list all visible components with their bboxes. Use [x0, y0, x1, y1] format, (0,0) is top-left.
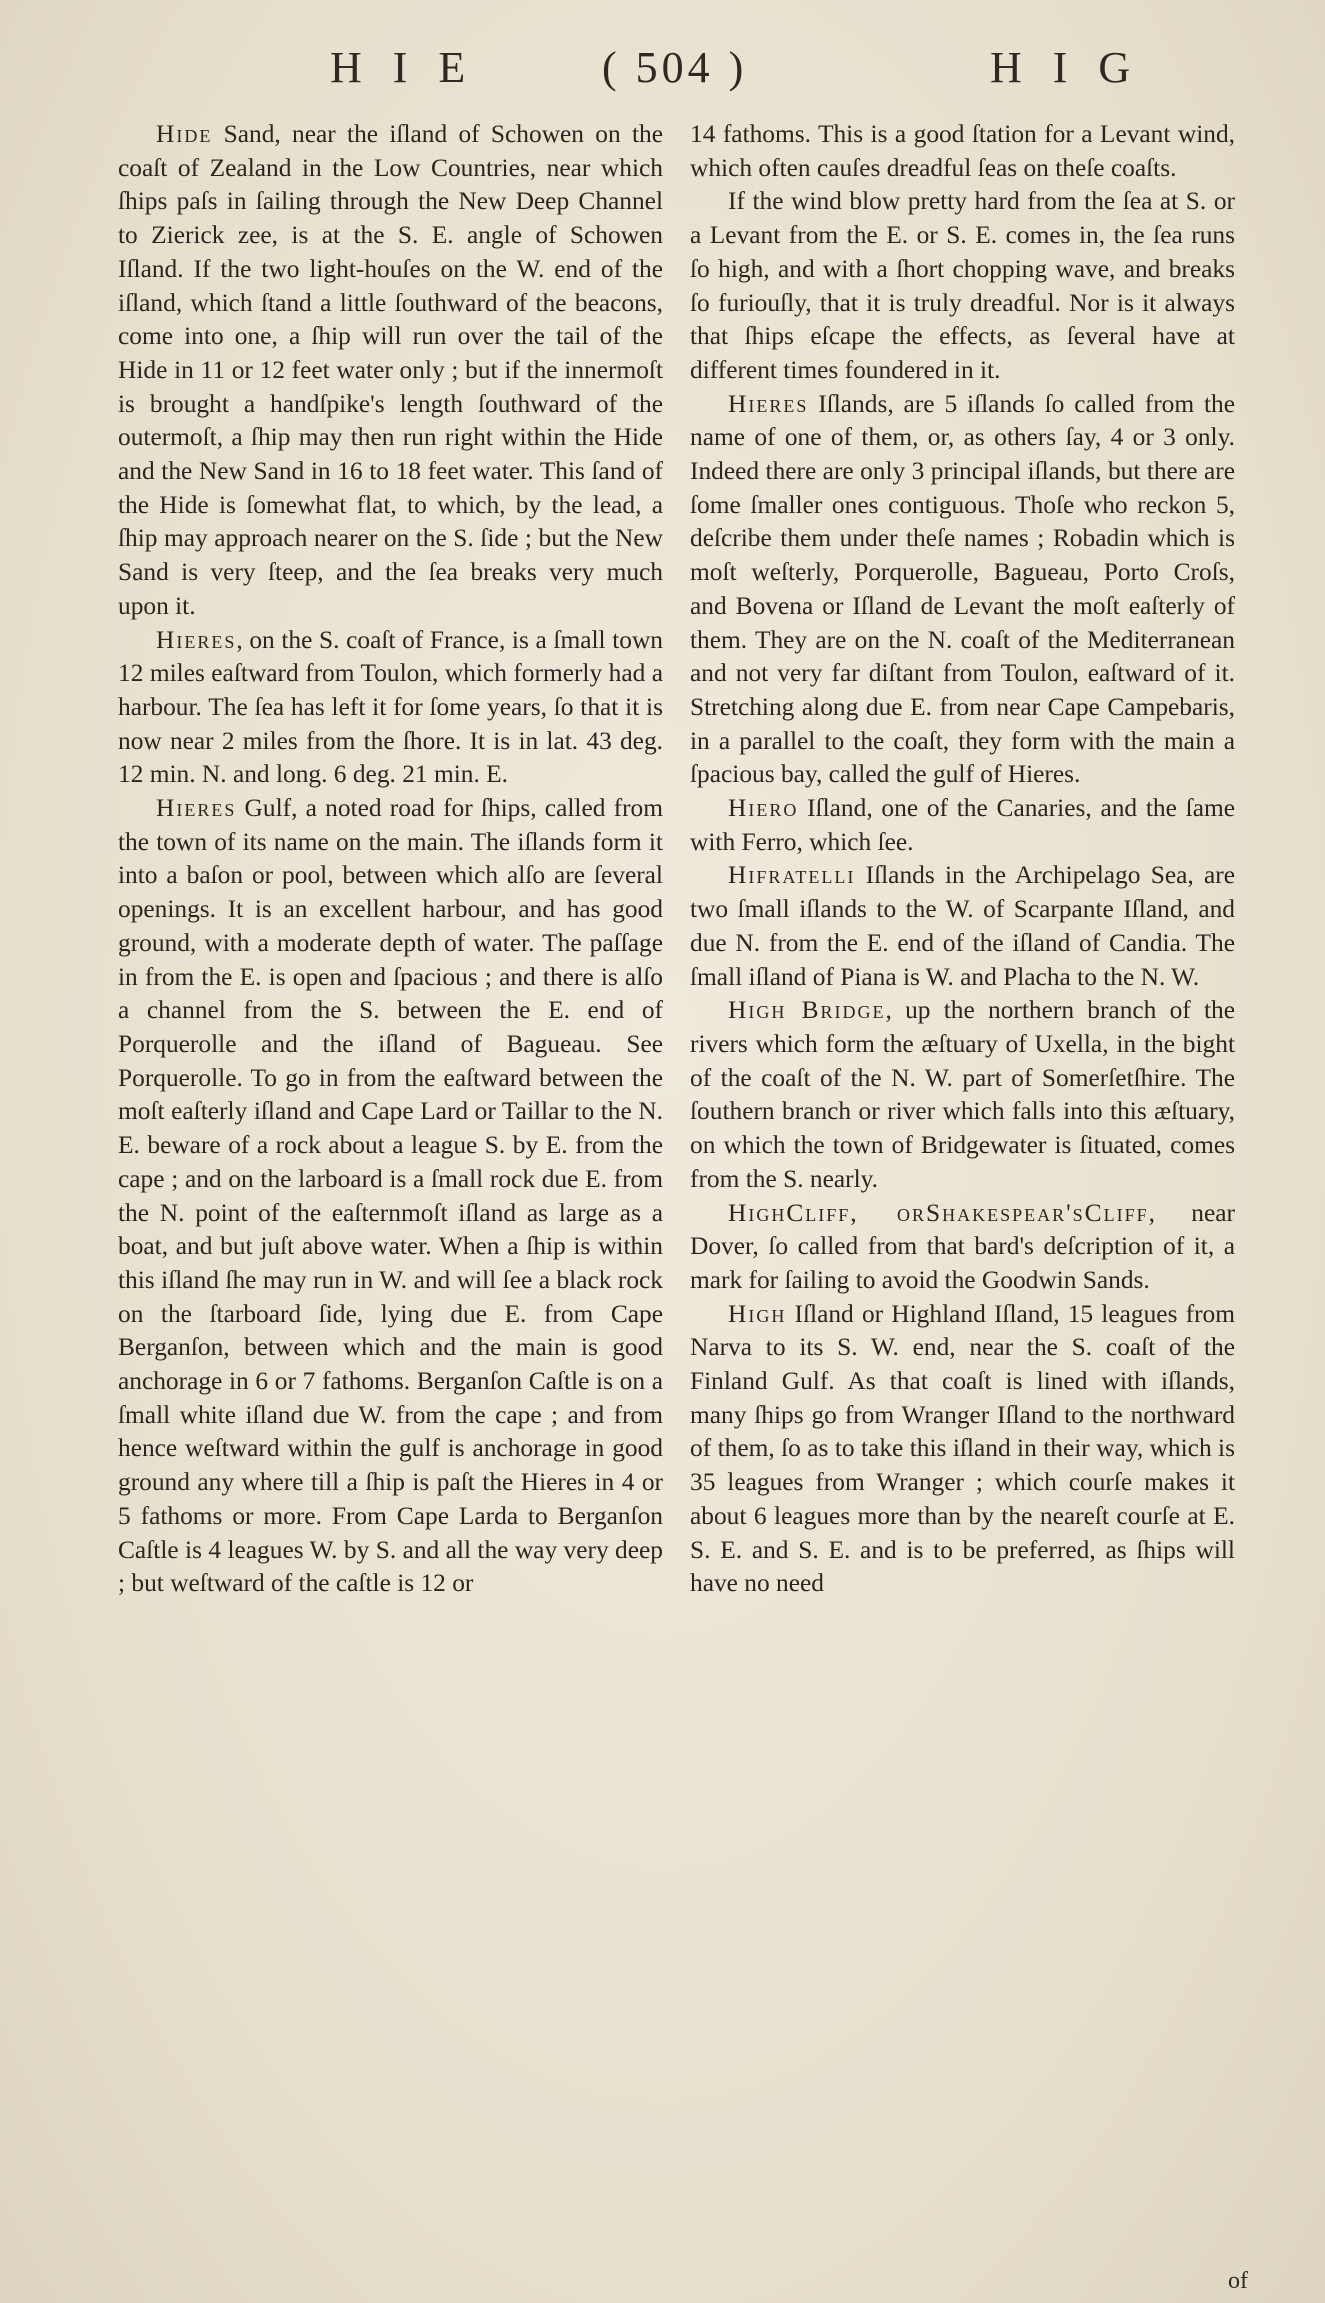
entry-hieres-gulf: Hieres Gulf, a noted road for ſhips, called from the town of its name on the main. The iſlands form it into a baſon or pool, between which alſo are ſeveral openings. It is an excellent harbour, and has good ground, with a moderate depth of water. The paſſage in from the E. is open and ſpacious ; and there is alſo a channel from the S. between the E. end of Porquerolle and the iſland of Bagueau. See Porquerolle. To go in from the eaſtward between the moſt eaſterly iſland and Cape Lard or Taillar to the N. E. beware of a rock about a league S. by E. from the cape ; and on the larboard is a ſmall rock due E. from the N. point of the eaſternmoſt iſland as large as a boat, and but juſt above water. When a ſhip is within this iſland ſhe may run in W. and will ſee a black rock on the ſtarboard ſide, lying due E. from Cape Berganſon, between which and the main is good anchorage in 6 or 7 fathoms. Berganſon Caſtle is on a ſmall white iſland due W. from the cape ; and from hence weſtward within the gulf is anchorage in good ground any where till a ſhip is paſt the Hieres in 4 or 5 fathoms or more. From Cape Larda to Berganſon Caſtle is 4 leagues W. by S. and all the way very deep ; but weſtward of the caſtle is 12 or: [118, 794, 663, 1598]
entry-hifratelli: Hifratelli Iſlands in the Archipelago Sea, are two ſmall iſlands to the W. of Scarpante Iſland, and due N. from the E. end of the iſland of Candia. The ſmall iſland of Piana is W. and Placha to the N. W.: [690, 861, 1235, 991]
catchword: of: [1228, 2268, 1248, 2294]
entry-hide-sand: Hide Sand, near the iſland of Schowen on the coaſt of Zealand in the Low Countries, near which ſhips paſs in ſailing through the New Deep Channel to Zierick zee, is at the S. E. angle of Schowen Iſland. If the two light-houſes on the W. end of the iſland, which ſtand a little ſouthward of the beacons, come into one, a ſhip will run over the tail of the Hide in 11 or 12 feet water only ; but if the innermoſt is brought a handſpike's length ſouthward of the outermoſt, a ſhip may then run right within the Hide and the New Sand in 16 to 18 feet water. This ſand of the Hide is ſomewhat flat, to which, by the lead, a ſhip may approach nearer on the S. ſide ; but the New Sand is very ſteep, and the ſea breaks very much upon it.: [118, 120, 663, 620]
page-number: ( 504 ): [602, 43, 748, 92]
entry-continuation: 14 fathoms. This is a good ſtation for a Levant wind, which often cauſes dreadful ſeas on theſe coaſts.: [690, 120, 1235, 182]
entry-high-bridge: High Bridge, up the northern branch of the rivers which form the æſtuary of Uxella, in the bight of the coaſt of the N. W. part of Somerſetſhire. The ſouthern branch or river which falls into this æſtuary, on which the town of Bridgewater is ſituated, comes from the S. nearly.: [690, 996, 1236, 1193]
paragraph-wind: If the wind blow pretty hard from the ſea at S. or a Levant from the E. or S. E. comes in, the ſea runs ſo high, and with a ſhort chopping wave, and breaks ſo furiouſly, that it is truly dreadful. Nor is it always that ſhips eſcape the effects, as ſeveral have at different times foundered in it.: [690, 187, 1235, 384]
entry-high-cliff: HighCliff, orShakespear'sCliff, near Dover, ſo called from that bard's deſcription of it, a mark for ſailing to avoid the Goodwin Sands.: [690, 1198, 1235, 1294]
right-column: [690, 118, 1235, 1601]
left-column: [118, 118, 663, 1601]
entry-hiero: Hiero Iſland, one of the Canaries, and the ſame with Ferro, which ſee.: [690, 794, 1235, 856]
entry-hieres-town: Hieres, on the S. coaſt of France, is a ſmall town 12 miles eaſtward from Toulon, which formerly had a harbour. The ſea has left it for ſome years, ſo that it is now near 2 miles from the ſhore. It is in lat. 43 deg. 12 min. N. and long. 6 deg. 21 min. E.: [118, 625, 663, 789]
entry-high-island: High Iſland or Highland Iſland, 15 leagues from Narva to its S. W. end, near the S. coaſt of the Finland Gulf. As that coaſt is lined with iſlands, many ſhips go from Wranger Iſland to the northward of them, ſo as to take this iſland in their way, which is 35 leagues from Wranger ; which courſe makes it about 6 leagues more than by the neareſt courſe at E. S. E. and S. E. and is to be preferred, as ſhips will have no need: [690, 1299, 1235, 1598]
header-right: H I G: [990, 43, 1141, 92]
entry-hieres-islands: Hieres Iſlands, are 5 iſlands ſo called from the name of one of them, or, as others ſay, 4 or 3 only. Indeed there are only 3 principal iſlands, but there are ſome ſmaller ones contiguous. Thoſe who reckon 5, deſcribe them under theſe names ; Robadin which is moſt weſterly, Porquerolle, Bagueau, Porto Croſs, and Bovena or Iſland de Levant the moſt eaſterly of them. They are on the N. coaſt of the Mediterranean and not very far diſtant from Toulon, eaſtward of it. Stretching along due E. from near Cape Campebaris, in a parallel to the coaſt, they form with the main a ſpacious bay, called the gulf of Hieres.: [690, 389, 1235, 789]
running-header: [0, 42, 1325, 102]
header-left: H I E: [330, 43, 476, 92]
